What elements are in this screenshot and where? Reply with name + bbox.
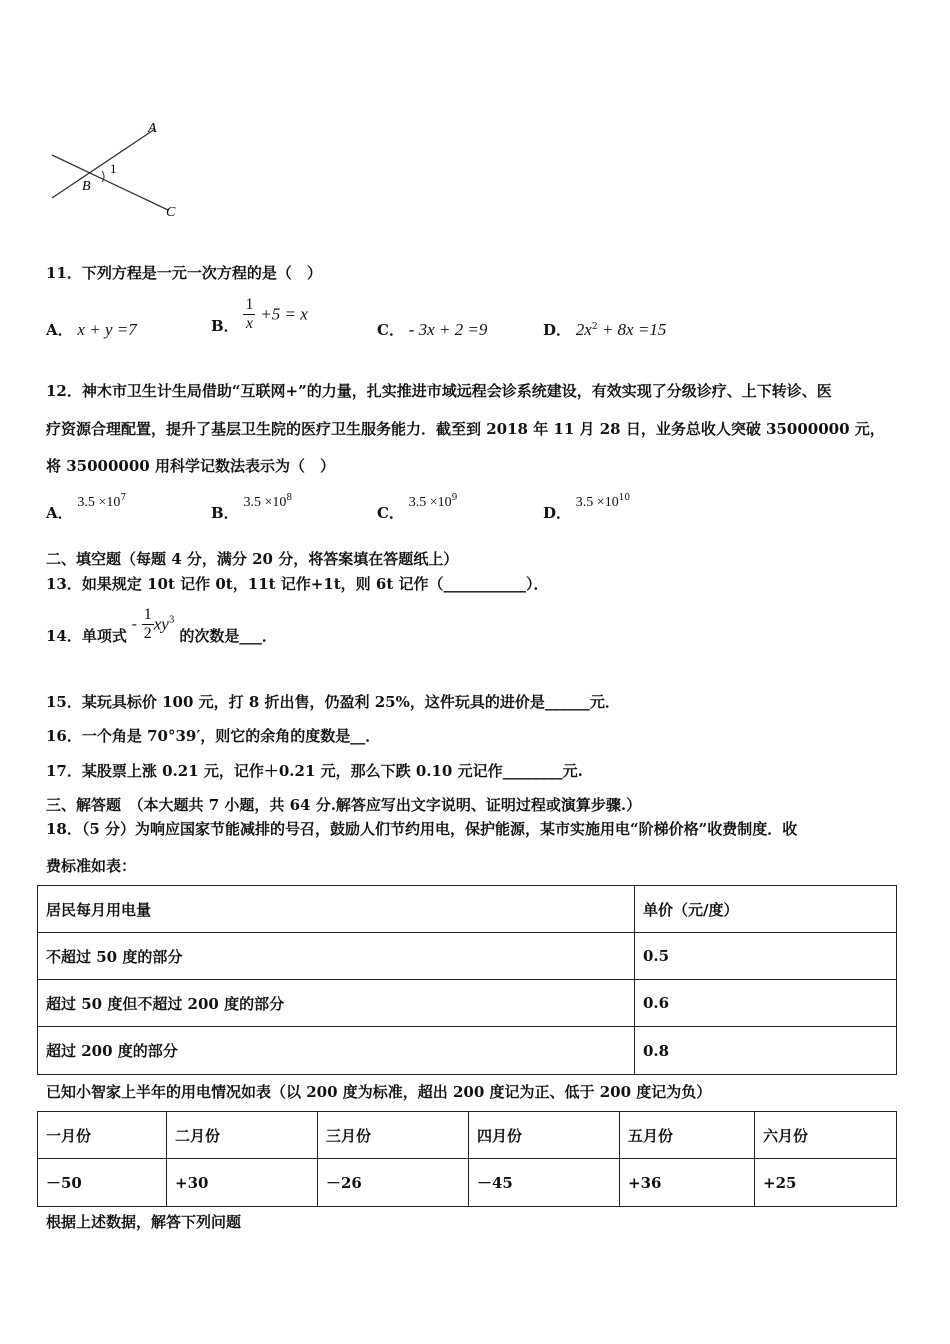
q12-option-b-letter: B． xyxy=(211,504,239,522)
q14-denominator: 2 xyxy=(143,625,152,642)
q11-option-b-letter: B． xyxy=(211,316,239,335)
label-c: C xyxy=(166,205,176,220)
q14-prefix: 14．单项式 xyxy=(46,626,127,645)
usage-table-header-cell: 二月份 xyxy=(167,1112,318,1159)
table-row xyxy=(38,980,897,1027)
usage-table-cell: +25 xyxy=(755,1159,897,1207)
q12-option-b[interactable] xyxy=(211,490,293,522)
q12-option-d-letter: D． xyxy=(543,504,572,522)
q17: 17．某股票上涨 0.21 元，记作＋0.21 元，那么下跌 0.10 元记作________元. xyxy=(46,762,583,780)
q12-line-2: 疗资源合理配置，提升了基层卫生院的医疗卫生服务能力．截至到 2018 年 11 月 28 日，业务总收人突破 35000000 元， xyxy=(46,420,885,438)
q11-option-d[interactable] xyxy=(543,319,666,340)
usage-table-header xyxy=(38,1112,897,1159)
q14-fraction xyxy=(142,606,154,643)
q12-option-b-exp: 8 xyxy=(286,493,293,503)
q11-option-d-pre: 2x xyxy=(575,320,592,339)
q12-option-b-base: 3.5 ×10 xyxy=(243,495,287,510)
q14-suffix: 的次数是___． xyxy=(179,626,277,645)
q15: 15．某玩具标价 100 元，打 8 折出售，仍盈利 25%，这件玩具的进价是______元． xyxy=(46,693,620,711)
price-table-cell: 0.6 xyxy=(635,980,897,1027)
label-b: B xyxy=(82,179,91,194)
label-a: A xyxy=(148,121,157,136)
q12-option-c[interactable] xyxy=(377,490,458,522)
price-table-cell: 超过 200 度的部分 xyxy=(38,1027,635,1075)
section-3-heading: 三、解答题 （本大题共 7 小题，共 64 分.解答应写出文字说明、证明过程或演算步骤.） xyxy=(46,796,642,814)
q11-option-b-fraction xyxy=(243,296,255,333)
q11-option-a-math: x + y =7 xyxy=(77,320,137,339)
q16: 16．一个角是 70°39′，则它的余角的度数是__． xyxy=(46,727,381,745)
price-table-cell: 超过 50 度但不超过 200 度的部分 xyxy=(38,980,635,1027)
angle-figure xyxy=(40,115,200,225)
usage-table-cell: －45 xyxy=(469,1159,620,1207)
usage-table-header-cell: 六月份 xyxy=(755,1112,897,1159)
section-2-heading: 二、填空题（每题 4 分，满分 20 分，将答案填在答题纸上） xyxy=(46,550,459,568)
q12-option-d[interactable] xyxy=(543,490,631,522)
q12-option-d-base: 3.5 ×10 xyxy=(575,495,619,510)
q12-option-c-letter: C． xyxy=(377,504,404,522)
price-table-cell: 0.8 xyxy=(635,1027,897,1075)
q12-line-1: 12．神木市卫生计生局借助“互联网+”的力量，扎实推进市域远程会诊系统建设，有效实现了分级诊疗、上下转诊、医 xyxy=(46,382,832,400)
q11-option-d-sup: 2 xyxy=(591,322,598,332)
angle-1-arc xyxy=(102,171,104,182)
q12-option-a-letter: A． xyxy=(46,504,73,522)
q12-option-d-exp: 10 xyxy=(618,493,631,503)
line-ba xyxy=(52,129,155,198)
q11-option-b-denominator: x xyxy=(245,315,254,332)
q11-option-a-letter: A． xyxy=(46,321,73,339)
table2-caption: 已知小智家上半年的用电情况如表（以 200 度为标准，超出 200 度记为正、低于 200 度记为负） xyxy=(46,1083,712,1101)
q14-variable: xy xyxy=(153,614,169,634)
price-table-cell: 0.5 xyxy=(635,933,897,980)
closing-text: 根据上述数据，解答下列问题 xyxy=(46,1213,242,1231)
q11-option-a[interactable] xyxy=(46,319,137,340)
table-row xyxy=(38,1027,897,1075)
q18-line-2: 费标准如表： xyxy=(46,857,137,875)
q14 xyxy=(46,606,277,643)
q14-neg: - xyxy=(131,615,137,633)
label-1: 1 xyxy=(110,161,117,176)
price-table xyxy=(37,885,897,1075)
q11-option-d-letter: D． xyxy=(543,321,572,339)
q11-option-c-letter: C． xyxy=(377,321,404,339)
usage-table-header-cell: 一月份 xyxy=(38,1112,167,1159)
q18-line-1: 18．（5 分）为响应国家节能减排的号召，鼓励人们节约用电，保护能源，某市实施用电“阶梯价格”收费制度．收 xyxy=(46,820,798,838)
q13: 13．如果规定 10t 记作 0t，11t 记作+1t，则 6t 记作（___________）． xyxy=(46,575,549,593)
usage-table-cell: +36 xyxy=(620,1159,755,1207)
usage-table-header-cell: 五月份 xyxy=(620,1112,755,1159)
q11-stem: 11．下列方程是一元一次方程的是（ ） xyxy=(46,264,322,282)
usage-table xyxy=(37,1111,897,1207)
usage-table-cell: －26 xyxy=(318,1159,469,1207)
q12-line-3: 将 35000000 用科学记数法表示为（ ） xyxy=(46,457,335,475)
q11-option-b-numerator: 1 xyxy=(245,296,254,313)
price-table-header-usage: 居民每月用电量 xyxy=(38,886,635,933)
table-row xyxy=(38,933,897,980)
price-table-header xyxy=(38,886,897,933)
q12-option-c-base: 3.5 ×10 xyxy=(408,495,452,510)
q12-option-a[interactable] xyxy=(46,490,127,522)
table-row xyxy=(38,1159,897,1207)
usage-table-cell: +30 xyxy=(167,1159,318,1207)
q11-option-c-math: - 3x + 2 =9 xyxy=(408,320,488,339)
q11-option-b-rest: +5 = x xyxy=(260,304,308,324)
q11-option-d-post: + 8x =15 xyxy=(597,320,667,339)
q11-option-b[interactable] xyxy=(211,296,308,333)
q14-numerator: 1 xyxy=(143,606,152,623)
q12-option-c-exp: 9 xyxy=(451,493,458,503)
price-table-header-price: 单价（元/度） xyxy=(635,886,897,933)
usage-table-cell: －50 xyxy=(38,1159,167,1207)
q12-option-a-base: 3.5 ×10 xyxy=(77,495,121,510)
usage-table-header-cell: 四月份 xyxy=(469,1112,620,1159)
usage-table-header-cell: 三月份 xyxy=(318,1112,469,1159)
q11-option-c[interactable] xyxy=(377,319,487,340)
q12-option-a-exp: 7 xyxy=(120,493,127,503)
q14-exponent: 3 xyxy=(168,615,175,626)
price-table-cell: 不超过 50 度的部分 xyxy=(38,933,635,980)
